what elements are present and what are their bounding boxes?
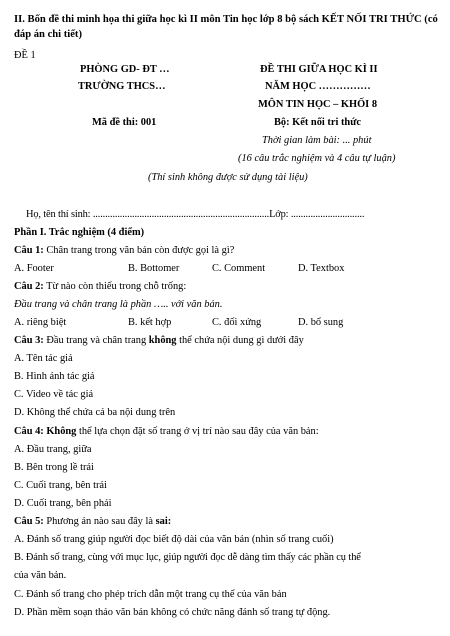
option: B. Bên trong lề trái bbox=[14, 462, 94, 473]
question-4-text: thể lựa chọn đặt số trang ở vị trí nào sau đây của văn bản: bbox=[76, 426, 319, 437]
option: D. Phần mềm soạn thảo văn bản không có chức năng đánh số trang tự động. bbox=[14, 607, 331, 618]
question-5-text: Phương án nào sau đây là bbox=[43, 516, 156, 527]
student-info-line: Họ, tên thí sinh: ........................................................................Lớp: .............................. bbox=[26, 209, 365, 220]
school-name: TRƯỜNG THCS… bbox=[78, 81, 166, 92]
question-5-label: Câu 5: bbox=[14, 516, 44, 527]
subject-grade: MÔN TIN HỌC – KHỐI 8 bbox=[258, 99, 378, 110]
option: C. Đánh số trang cho phép trích dẫn một trang cụ thể của văn bản bbox=[14, 589, 287, 600]
question-2 bbox=[14, 281, 186, 293]
exam-format: (16 câu trắc nghiệm và 4 câu tự luận) bbox=[238, 153, 396, 164]
question-3-text: Đầu trang và chân trang bbox=[43, 335, 149, 346]
option: D. Không thể chứa cả ba nội dung trên bbox=[14, 407, 176, 418]
question-3-label: Câu 3: bbox=[14, 335, 44, 346]
option: C. đối xứng bbox=[212, 317, 262, 328]
option: A. Footer bbox=[14, 263, 54, 274]
exam-note: (Thí sinh không được sử dụng tài liệu) bbox=[148, 172, 308, 183]
question-1-label: Câu 1: bbox=[14, 245, 44, 256]
department-name: PHÒNG GD- ĐT … bbox=[80, 64, 170, 75]
question-1-text: Chân trang trong văn bản còn được gọi là gì? bbox=[43, 245, 235, 256]
exam-title: ĐỀ THI GIỮA HỌC KÌ II bbox=[260, 64, 378, 75]
question-5 bbox=[14, 516, 171, 528]
option: D. Textbox bbox=[298, 263, 345, 274]
option: D. Cuối trang, bên phải bbox=[14, 498, 112, 509]
part-one-heading: Phần I. Trắc nghiệm (4 điểm) bbox=[14, 227, 145, 238]
question-2-options bbox=[0, 317, 450, 333]
question-2-label: Câu 2: bbox=[14, 281, 44, 292]
school-year: NĂM HỌC …………… bbox=[265, 81, 371, 92]
question-3-emphasis: không bbox=[148, 335, 177, 346]
option: B. Hình ảnh tác giả bbox=[14, 371, 95, 382]
option: A. Tên tác giả bbox=[14, 353, 73, 364]
question-2-sentence: Đầu trang và chân trang là phần ….. với văn bản. bbox=[14, 299, 223, 310]
document-heading: II. Bốn đề thi minh họa thi giữa học kì II môn Tin học lớp 8 bộ sách KẾT NỐI TRI THỨC (có đáp án chi tiết) bbox=[14, 14, 438, 40]
option: D. bổ sung bbox=[298, 317, 344, 328]
question-3 bbox=[14, 335, 304, 347]
option-continuation: của văn bản. bbox=[14, 570, 67, 581]
option: C. Cuối trang, bên trái bbox=[14, 480, 107, 491]
option: B. Bottomer bbox=[128, 263, 180, 274]
option: B. Đánh số trang, cùng với mục lục, giúp người đọc dễ dàng tìm thấy các phần cụ thể bbox=[14, 552, 361, 563]
question-5-emphasis: sai: bbox=[155, 516, 172, 527]
question-2-text: Từ nào còn thiếu trong chỗ trống: bbox=[43, 281, 187, 292]
option: A. Đánh số trang giúp người đọc biết độ dài của văn bản (nhìn số trang cuối) bbox=[14, 534, 334, 545]
question-3-text-end: thể chứa nội dung gì dưới đây bbox=[176, 335, 304, 346]
exam-number-label: ĐỀ 1 bbox=[14, 50, 36, 61]
option: A. riêng biệt bbox=[14, 317, 67, 328]
option: A. Đầu trang, giữa bbox=[14, 444, 92, 455]
book-series: Bộ: Kết nối tri thức bbox=[274, 117, 362, 128]
question-4 bbox=[14, 426, 319, 438]
question-1 bbox=[14, 245, 234, 257]
question-4-emphasis: Không bbox=[43, 426, 77, 437]
question-1-options bbox=[0, 263, 450, 279]
option: B. kết hợp bbox=[128, 317, 172, 328]
exam-code: Mã đề thi: 001 bbox=[92, 117, 157, 128]
option: C. Video về tác giả bbox=[14, 389, 94, 400]
question-4-label: Câu 4: bbox=[14, 426, 44, 437]
time-allowed: Thời gian làm bài: ... phút bbox=[262, 135, 372, 146]
option: C. Comment bbox=[212, 263, 266, 274]
